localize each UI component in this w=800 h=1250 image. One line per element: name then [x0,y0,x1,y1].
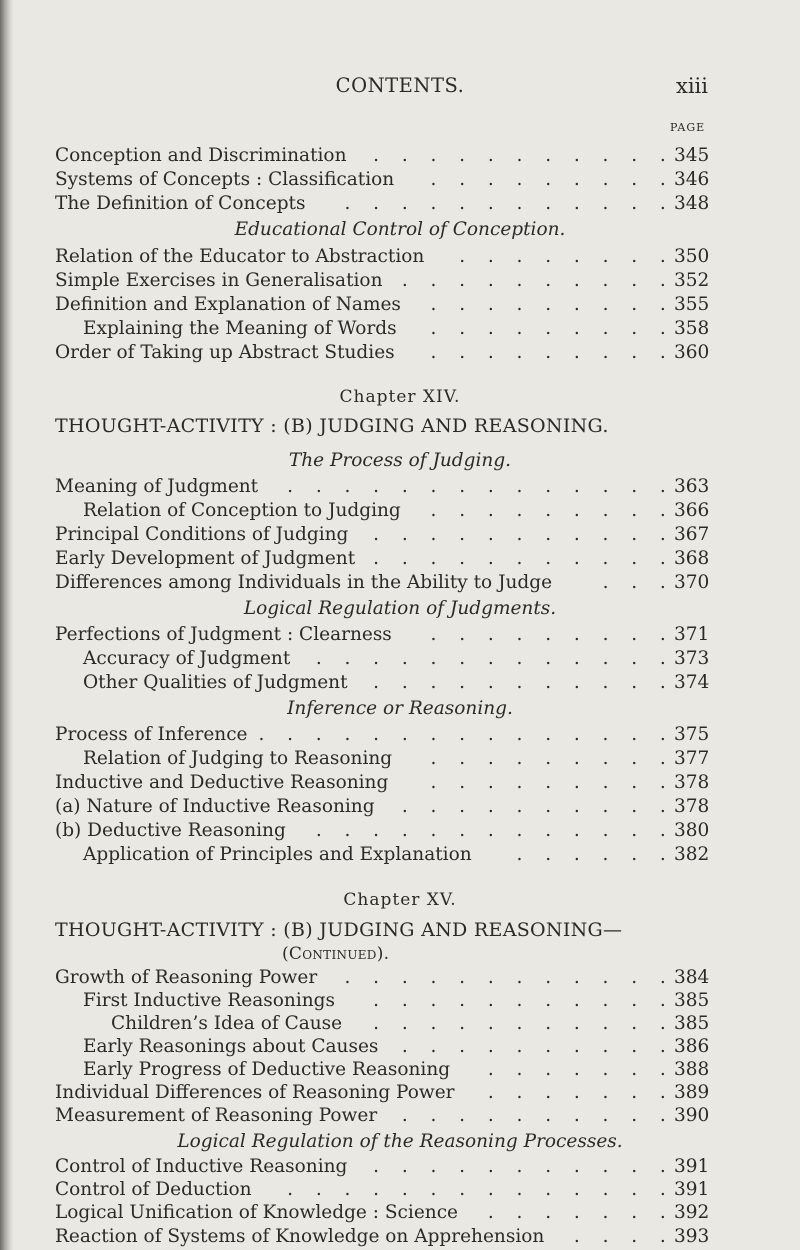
toc-entry-page: 391 [674,1156,710,1177]
toc-entry [0,145,800,167]
toc-entry [0,967,800,989]
toc-entry [0,318,800,340]
section-heading: The Process of Judging. [288,450,512,471]
toc-entry-page: 393 [674,1226,710,1247]
toc-entry-title: The Definition of Concepts [55,193,306,214]
toc-entry [0,672,800,694]
toc-entry [0,500,800,522]
toc-leader: . . . . . . . . . . . . . . [287,1179,666,1200]
toc-entry-title: (b) Deductive Reasoning [55,820,286,841]
toc-entry-page: 360 [674,342,710,363]
toc-entry-page: 389 [674,1082,710,1103]
toc-leader: . . . . . . . . . . [401,1036,666,1057]
toc-entry-page: 385 [674,990,710,1011]
toc-leader: . . . . . . . . . . . [373,1013,666,1034]
chapter-title: THOUGHT-ACTIVITY : (B) JUDGING AND REASONING— [55,919,623,941]
toc-entry-title: Principal Conditions of Judging [55,524,349,545]
toc-leader: . . . . . . . . . [430,342,666,363]
toc-entry-title: Growth of Reasoning Power [55,967,318,988]
toc-entry [0,476,800,498]
toc-leader: . . . . . . . . . . . [373,145,666,166]
toc-entry-title: Logical Unification of Knowledge : Science [55,1202,458,1223]
toc-entry-page: 358 [674,318,710,339]
toc-leader: . . . . . . . . . . [401,1105,666,1126]
toc-leader: . . . . [573,1226,666,1247]
toc-leader: . . . [602,572,666,593]
section-heading: Inference or Reasoning. [287,698,513,719]
section-heading: Educational Control of Conception. [234,219,566,240]
toc-entry [0,1082,800,1104]
toc-entry-page: 371 [674,624,710,645]
toc-entry-title: Perfections of Judgment : Clearness [55,624,392,645]
toc-entry-page: 350 [674,246,710,267]
toc-entry-page: 366 [674,500,710,521]
toc-entry-title: Accuracy of Judgment [83,648,291,669]
toc-entry [0,648,800,670]
toc-entry [0,724,800,746]
toc-entry [0,270,800,292]
toc-entry [0,1202,800,1224]
toc-entry-page: 378 [674,796,710,817]
chapter-label [0,387,800,407]
toc-entry-title: Explaining the Meaning of Words [83,318,397,339]
page-number: xiii [676,74,708,98]
toc-entry-page: 377 [674,748,710,769]
toc-entry-page: 355 [674,294,710,315]
toc-entry-page: 384 [674,967,710,988]
toc-entry [0,844,800,866]
toc-entry-page: 392 [674,1202,710,1223]
toc-leader: . . . . . . . . . . . [373,524,666,545]
toc-entry-title: Systems of Concepts : Classification [55,169,395,190]
toc-entry [0,524,800,546]
toc-entry-page: 346 [674,169,710,190]
toc-entry [0,820,800,842]
toc-entry-title: Reaction of Systems of Knowledge on Apprehension [55,1226,545,1247]
toc-entry-page: 388 [674,1059,710,1080]
toc-entry-page: 373 [674,648,710,669]
toc-entry [0,1036,800,1058]
toc-leader: . . . . . . . . . . . . [344,967,666,988]
toc-leader: . . . . . . . [487,1059,666,1080]
toc-entry [0,772,800,794]
toc-entry-page: 348 [674,193,710,214]
toc-entry [0,294,800,316]
toc-entry [0,342,800,364]
toc-entry-title: Control of Deduction [55,1179,252,1200]
toc-entry [0,796,800,818]
toc-entry-title: Relation of Judging to Reasoning [83,748,393,769]
toc-entry-page: 391 [674,1179,710,1200]
toc-leader: . . . . . . . . . . . . . [315,820,666,841]
toc-entry-page: 352 [674,270,710,291]
toc-leader: . . . . . . . . . [430,624,666,645]
toc-entry [0,1105,800,1127]
section-heading: Logical Regulation of Judgments. [243,598,557,619]
toc-entry [0,990,800,1012]
chapter-label-text: Chapter XV. [343,890,457,910]
toc-entry-title: Meaning of Judgment [55,476,259,497]
chapter-label [0,890,800,910]
toc-leader: . . . . . . . . . [430,294,666,315]
toc-entry [0,246,800,268]
toc-entry [0,548,800,570]
toc-leader: . . . . . . . . . . . . [344,193,666,214]
chapter-title: THOUGHT-ACTIVITY : (B) JUDGING AND REASONING. [55,415,609,437]
toc-leader: . . . . . . . . . [430,318,666,339]
toc-entry-title: Inductive and Deductive Reasoning [55,772,389,793]
toc-entry-title: Process of Inference [55,724,248,745]
toc-entry-title: Order of Taking up Abstract Studies [55,342,395,363]
page-title: CONTENTS. [335,74,465,97]
toc-leader: . . . . . . . . [459,246,666,267]
chapter-title-continued: (Continued). [282,944,390,964]
toc-leader: . . . . . . . . . . . [373,1156,666,1177]
toc-leader: . . . . . . . . . . . [373,672,666,693]
toc-entry-title: Conception and Discrimination [55,145,347,166]
toc-entry-page: 370 [674,572,710,593]
toc-entry-title: Early Development of Judgment [55,548,356,569]
toc-leader: . . . . . . . . . [430,772,666,793]
toc-entry [0,1226,800,1248]
toc-leader: . . . . . . . . . . . [373,990,666,1011]
toc-entry [0,169,800,191]
toc-entry-title: Other Qualities of Judgment [83,672,348,693]
toc-entry-page: 382 [674,844,710,865]
toc-entry-title: Simple Exercises in Generalisation [55,270,383,291]
toc-entry-title: Early Progress of Deductive Reasoning [83,1059,451,1080]
toc-entry-title: Individual Differences of Reasoning Power [55,1082,455,1103]
toc-leader: . . . . . . . . . . . . . [315,648,666,669]
toc-entry [0,1059,800,1081]
toc-entry-title: (a) Nature of Inductive Reasoning [55,796,375,817]
toc-entry-page: 378 [674,772,710,793]
toc-entry-page: 386 [674,1036,710,1057]
toc-entry [0,1156,800,1178]
toc-entry-title: First Inductive Reasonings [83,990,335,1011]
toc-entry-page: 380 [674,820,710,841]
toc-entry [0,1013,800,1035]
toc-entry-page: 374 [674,672,710,693]
toc-leader: . . . . . . . . . [430,500,666,521]
toc-entry-page: 375 [674,724,710,745]
section-heading: Logical Regulation of the Reasoning Processes. [177,1131,623,1152]
toc-entry [0,193,800,215]
toc-entry-title: Application of Principles and Explanation [83,844,472,865]
toc-entry-page: 385 [674,1013,710,1034]
toc-entry-title: Definition and Explanation of Names [55,294,401,315]
toc-entry-page: 390 [674,1105,710,1126]
toc-entry [0,624,800,646]
chapter-label-text: Chapter XIV. [339,387,461,407]
toc-entry-page: 367 [674,524,710,545]
toc-leader: . . . . . . . . . . . . . . . [258,724,666,745]
toc-entry-title: Relation of Conception to Judging [83,500,401,521]
toc-leader: . . . . . . . . . . . [373,548,666,569]
toc-entry-page: 363 [674,476,710,497]
toc-entry [0,1179,800,1201]
toc-leader: . . . . . . . [487,1202,666,1223]
toc-entry [0,748,800,770]
toc-entry-page: 345 [674,145,710,166]
toc-entry [0,572,800,594]
toc-leader: . . . . . . . . . . [401,270,666,291]
toc-leader: . . . . . . [516,844,666,865]
toc-entry-page: 368 [674,548,710,569]
toc-entry-title: Children’s Idea of Cause [111,1013,343,1034]
toc-leader: . . . . . . . . . [430,169,666,190]
toc-leader: . . . . . . . . . . [401,796,666,817]
toc-entry-title: Measurement of Reasoning Power [55,1105,378,1126]
toc-entry-title: Control of Inductive Reasoning [55,1156,348,1177]
toc-entry-title: Early Reasonings about Causes [83,1036,379,1057]
page-column-label: PAGE [670,121,706,134]
toc-entry-title: Relation of the Educator to Abstraction [55,246,425,267]
toc-entry-title: Differences among Individuals in the Ability to Judge [55,572,553,593]
toc-leader: . . . . . . . . . [430,748,666,769]
toc-leader: . . . . . . . [487,1082,666,1103]
toc-leader: . . . . . . . . . . . . . . [287,476,666,497]
